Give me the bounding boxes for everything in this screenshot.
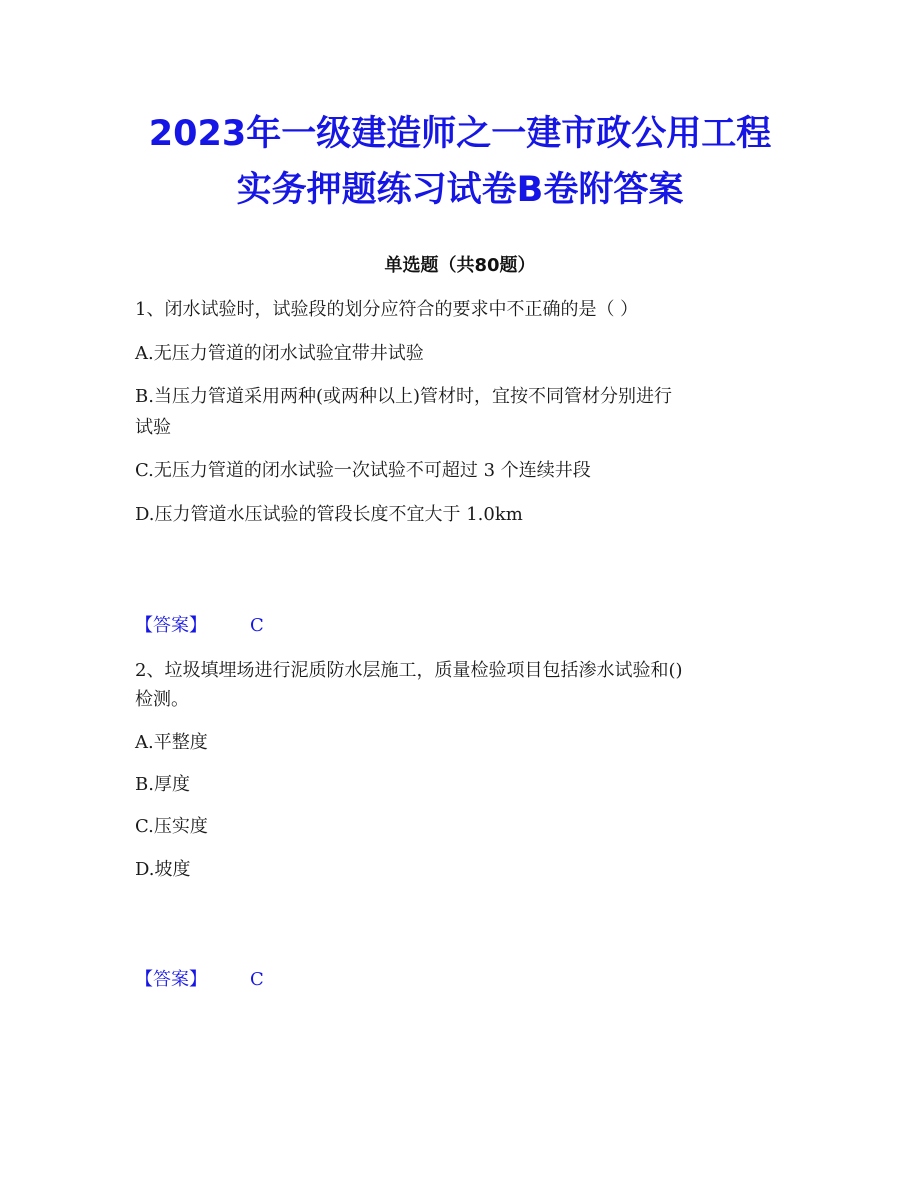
title-line-1: 2023年一级建造师之一建市政公用工程 <box>148 114 772 154</box>
answer-value: C <box>250 969 264 990</box>
question-2-option-b: B.厚度 <box>135 774 190 795</box>
title-line-2: 实务押题练习试卷B卷附答案 <box>236 170 684 210</box>
question-1-option-b-continued: 试验 <box>135 417 171 438</box>
question-1-stem: 1、闭水试验时，试验段的划分应符合的要求中不正确的是（ ） <box>135 299 639 320</box>
answer-value: C <box>250 615 264 636</box>
answer-label: 【答案】 <box>135 969 207 990</box>
question-2-option-c: C.压实度 <box>135 816 208 837</box>
answer-label: 【答案】 <box>135 615 207 636</box>
question-2-stem-continued: 检测。 <box>135 689 189 710</box>
question-1-option-c: C.无压力管道的闭水试验一次试验不可超过 3 个连续井段 <box>135 460 591 481</box>
question-2-option-a: A.平整度 <box>135 732 208 753</box>
question-1-option-d: D.压力管道水压试验的管段长度不宜大于 1.0km <box>135 504 523 525</box>
question-1-answer <box>135 612 264 640</box>
question-1-option-a: A.无压力管道的闭水试验宜带井试验 <box>135 343 424 364</box>
section-heading: 单选题（共80题） <box>384 255 536 276</box>
question-2-stem: 2、垃圾填埋场进行泥质防水层施工，质量检验项目包括渗水试验和() <box>135 660 683 681</box>
question-2-option-d: D.坡度 <box>135 859 191 880</box>
question-1-option-b: B.当压力管道采用两种(或两种以上)管材时，宜按不同管材分别进行 <box>135 386 672 407</box>
question-2-answer <box>135 966 264 994</box>
